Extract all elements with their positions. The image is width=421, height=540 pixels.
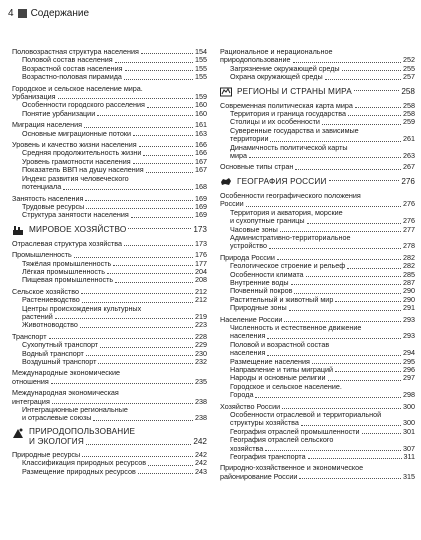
toc-group — [12, 288, 207, 330]
entry-title: Лёгкая промышленность — [22, 266, 106, 276]
dot-leader — [307, 223, 402, 224]
dot-leader — [143, 155, 193, 156]
page-ref: 155 — [195, 55, 207, 65]
toc-entry[interactable] — [12, 211, 207, 219]
page-ref: 242 — [195, 458, 207, 468]
entry-title: Интеграционные региональные — [22, 405, 128, 415]
entry-title: потенциала — [22, 182, 62, 192]
dot-leader — [289, 310, 401, 311]
dot-leader — [291, 284, 401, 285]
dot-leader — [265, 450, 401, 451]
entry-title: территории — [230, 134, 269, 144]
nature-icon — [12, 427, 24, 439]
entry-title: Международная экономическая — [12, 388, 119, 398]
entry-title: хозяйства — [230, 443, 264, 453]
entry-title: Половой и возрастной состав — [230, 339, 330, 349]
entry-title: Внутренние воды — [230, 277, 289, 287]
dot-leader — [58, 98, 194, 99]
entry-title: Рациональное и нерациональное — [220, 47, 333, 56]
entry-title: Растениеводство — [22, 295, 80, 305]
page-ref: 223 — [195, 320, 207, 330]
dot-leader — [86, 355, 193, 356]
globe-icon — [220, 86, 232, 98]
entry-title: Структура занятости населения — [22, 210, 129, 220]
entry-title: Столицы и их особенности — [230, 117, 320, 127]
entry-title: География отраслей промышленности — [230, 426, 360, 436]
dot-leader — [81, 293, 193, 294]
dot-leader — [249, 157, 401, 158]
entry-title: Территория и граница государства — [230, 109, 347, 119]
toc-entry[interactable] — [12, 414, 207, 422]
toc-entry[interactable] — [220, 473, 415, 481]
dot-leader — [115, 282, 193, 283]
entry-title: Понятие урбанизации — [22, 108, 96, 118]
toc-entry[interactable] — [220, 242, 415, 250]
toc-entry[interactable] — [220, 73, 415, 81]
entry-title: Почвенный покров — [230, 286, 293, 296]
toc-entry[interactable] — [12, 378, 207, 386]
section-title: РЕГИОНЫ И СТРАНЫ МИРА — [237, 86, 352, 96]
page-ref: 297 — [403, 373, 415, 383]
entry-title: Городское и сельское население. — [230, 381, 342, 391]
dot-leader — [124, 79, 193, 80]
toc-entry[interactable] — [220, 453, 415, 461]
entry-title: Средняя продолжительность жизни — [22, 148, 142, 158]
section-title-line — [29, 427, 207, 437]
dot-leader — [133, 163, 193, 164]
dot-leader — [146, 172, 193, 173]
toc-right-column — [220, 48, 415, 484]
page-ref: 278 — [403, 241, 415, 251]
entry-title: Хозяйство России — [220, 401, 281, 411]
page-ref: 212 — [195, 295, 207, 305]
entry-title: Города — [230, 390, 254, 400]
toc-group — [220, 192, 415, 251]
entry-title: Природные ресурсы — [12, 449, 81, 459]
page-ref: 259 — [403, 117, 415, 127]
entry-title: Международные экономические — [12, 368, 121, 378]
dot-leader — [80, 327, 193, 328]
page-number: 4 — [8, 7, 14, 19]
entry-title: Население России — [220, 314, 283, 324]
entry-title: Территория и акватория, морские — [230, 207, 343, 217]
toc-group — [12, 251, 207, 285]
page-ref: 298 — [403, 390, 415, 400]
page-title: Содержание — [30, 7, 90, 19]
entry-title: Уровень грамотности населения — [22, 156, 131, 166]
entry-title: Пищевая промышленность — [22, 275, 114, 285]
page-ref: 287 — [403, 277, 415, 287]
dot-leader — [329, 180, 400, 181]
page-ref: 290 — [403, 294, 415, 304]
page-ref: 173 — [195, 238, 207, 248]
entry-title: мира — [230, 151, 247, 161]
entry-title: Половой состав населения — [22, 55, 113, 65]
page-ref: 230 — [195, 348, 207, 358]
page-ref: 282 — [403, 252, 415, 262]
entry-title: Классификация природных ресурсов — [22, 458, 147, 468]
toc-entry[interactable] — [220, 192, 415, 200]
dot-leader — [128, 228, 191, 229]
entry-title: и сухопутные границы — [230, 216, 305, 226]
toc-entry[interactable] — [220, 304, 415, 312]
entry-title: Растительный и животный мир — [230, 294, 334, 304]
page-ref: 290 — [403, 286, 415, 296]
section-title-line — [29, 437, 207, 447]
toc-entry[interactable] — [12, 130, 207, 138]
dot-leader — [125, 70, 193, 71]
toc-left-column — [12, 48, 207, 479]
toc-entry[interactable] — [12, 240, 207, 248]
entry-title: Транспорт — [12, 331, 47, 341]
page-ref: 242 — [195, 449, 207, 459]
dot-leader — [113, 265, 193, 266]
page-ref: 238 — [195, 396, 207, 406]
entry-title: Водный транспорт — [22, 348, 84, 358]
dot-leader — [139, 146, 193, 147]
dot-leader — [277, 259, 401, 260]
dot-leader — [55, 318, 193, 319]
toc-entry[interactable] — [220, 152, 415, 160]
toc-group — [12, 333, 207, 367]
section-heading[interactable] — [220, 176, 415, 188]
page-ref: 173 — [193, 224, 207, 234]
page-ref: 282 — [403, 261, 415, 271]
toc-group — [220, 403, 415, 462]
section-heading[interactable] — [12, 224, 207, 236]
dot-leader — [282, 408, 401, 409]
dot-leader — [301, 425, 401, 426]
page-ref: 263 — [403, 151, 415, 161]
toc-entry[interactable] — [12, 276, 207, 284]
section-title: ПРИРОДОПОЛЬЗОВАНИЕ — [29, 426, 136, 436]
page-ref: 159 — [195, 92, 207, 102]
page-ref: 301 — [403, 426, 415, 436]
page-ref: 276 — [403, 216, 415, 226]
page-ref: 235 — [195, 376, 207, 386]
page-ref: 155 — [195, 72, 207, 82]
dot-leader — [348, 115, 401, 116]
page-ref: 242 — [193, 436, 207, 446]
entry-title: Отраслевая структура хозяйства — [12, 238, 123, 248]
page-ref: 160 — [195, 100, 207, 110]
entry-title: и отраслевые союзы — [22, 413, 92, 423]
page-ref: 258 — [403, 100, 415, 110]
toc-entry[interactable] — [220, 391, 415, 399]
page-ref: 208 — [195, 275, 207, 285]
entry-title: Особенности отраслевой и территориальной — [230, 410, 382, 420]
entry-title: Природно-хозяйственное и экономическое — [220, 463, 364, 473]
page-ref: 204 — [195, 266, 207, 276]
toc-group — [12, 451, 207, 476]
entry-title: Возрастно-половая пирамида — [22, 72, 122, 82]
page-ref: 315 — [403, 471, 415, 481]
dot-leader — [354, 90, 399, 91]
entry-title: Половозрастная структура населения — [12, 47, 139, 56]
entry-title: Показатель ВВП на душу населения — [22, 165, 144, 175]
dot-leader — [328, 380, 401, 381]
page-ref: 295 — [403, 356, 415, 366]
entry-title: интеграция — [12, 396, 50, 406]
dot-leader — [147, 107, 193, 108]
square-marker-icon — [18, 9, 27, 18]
entry-title: Загрязнение окружающей среды — [230, 63, 340, 73]
page-ref: 276 — [401, 176, 415, 186]
dot-leader — [148, 465, 193, 466]
toc-group — [12, 141, 207, 191]
industry-icon — [12, 224, 24, 236]
toc-group — [12, 195, 207, 220]
entry-title: Урбанизация — [12, 92, 56, 102]
entry-title: Природные зоны — [230, 303, 287, 313]
dot-leader — [86, 444, 191, 445]
dot-leader — [124, 245, 193, 246]
dot-leader — [347, 268, 401, 269]
dot-leader — [93, 420, 193, 421]
dot-leader — [138, 473, 193, 474]
toc-group — [12, 48, 207, 82]
toc-entry[interactable] — [12, 73, 207, 81]
entry-title: Основные типы стран — [220, 162, 294, 172]
dot-leader — [267, 355, 401, 356]
toc-group — [12, 369, 207, 386]
entry-title: отношения — [12, 376, 49, 386]
page-ref: 291 — [403, 303, 415, 313]
dot-leader — [335, 301, 401, 302]
page-ref: 169 — [195, 210, 207, 220]
entry-title: Природа России — [220, 252, 275, 262]
page-ref: 229 — [195, 340, 207, 350]
dot-leader — [85, 200, 193, 201]
dot-leader — [131, 217, 193, 218]
toc-group — [220, 464, 415, 481]
page-ref: 169 — [195, 201, 207, 211]
dot-leader — [255, 397, 401, 398]
entry-title: природопользование — [220, 55, 291, 65]
entry-title: Размещение населения — [230, 356, 310, 366]
entry-title: Сельское хозяйство — [12, 286, 79, 296]
page-ref: 243 — [195, 466, 207, 476]
dot-leader — [293, 62, 401, 63]
section-heading[interactable] — [220, 86, 415, 98]
page-ref: 300 — [403, 418, 415, 428]
dot-leader — [97, 115, 193, 116]
dot-leader — [335, 371, 401, 372]
page-ref: 276 — [403, 199, 415, 209]
dot-leader — [86, 208, 193, 209]
page-ref: 294 — [403, 348, 415, 358]
toc-group — [220, 254, 415, 313]
dot-leader — [325, 79, 401, 80]
dot-leader — [82, 302, 193, 303]
entry-title: Численность и естественное движение — [230, 322, 362, 332]
page-header — [8, 6, 89, 20]
entry-title: Особенности географического положения — [220, 190, 361, 200]
dot-leader — [342, 70, 401, 71]
entry-title: Индекс развития человеческого — [22, 173, 129, 183]
dot-leader — [115, 62, 193, 63]
page-ref: 296 — [403, 365, 415, 374]
page-ref: 166 — [195, 140, 207, 150]
page-ref: 167 — [195, 156, 207, 166]
page-ref: 166 — [195, 148, 207, 158]
entry-title: Размещение природных ресурсов — [22, 466, 136, 476]
entry-title: Промышленность — [12, 250, 72, 260]
toc-group — [220, 316, 415, 400]
entry-title: Занятость населения — [12, 193, 84, 203]
entry-title: Современная политическая карта мира — [220, 100, 353, 110]
dot-leader — [294, 293, 401, 294]
dot-leader — [82, 456, 193, 457]
dot-leader — [52, 403, 193, 404]
page-ref: 177 — [195, 258, 207, 268]
page-ref: 161 — [195, 120, 207, 130]
dot-leader — [51, 383, 193, 384]
dot-leader — [306, 276, 401, 277]
entry-title: России — [220, 199, 244, 209]
section-title: ГЕОГРАФИЯ РОССИИ — [237, 176, 327, 186]
dot-leader — [295, 169, 401, 170]
dot-leader — [355, 107, 401, 108]
dot-leader — [74, 257, 193, 258]
toc-entry[interactable] — [12, 321, 207, 329]
page-ref: 219 — [195, 311, 207, 321]
page-ref: 163 — [195, 128, 207, 138]
page-ref: 285 — [403, 269, 415, 279]
page-ref: 261 — [403, 134, 415, 144]
section-title-block — [29, 427, 207, 447]
dot-leader — [246, 206, 401, 207]
dot-leader — [100, 347, 193, 348]
entry-title: Народы и основные религии — [230, 373, 326, 383]
toc-group — [12, 121, 207, 138]
entry-title: Часовые зоны — [230, 224, 278, 234]
entry-title: Динамичность политической карты — [230, 142, 348, 152]
entry-title: населения — [230, 331, 266, 341]
page-ref: 257 — [403, 72, 415, 82]
section-heading[interactable] — [12, 427, 207, 447]
entry-title: населения — [230, 348, 266, 358]
entry-title: Животноводство — [22, 320, 78, 330]
page-ref: 167 — [195, 165, 207, 175]
entry-title: районирование России — [220, 471, 298, 481]
page-ref: 258 — [401, 86, 415, 96]
section-title: МИРОВОЕ ХОЗЯЙСТВО — [29, 224, 127, 234]
page-ref: 255 — [403, 63, 415, 73]
entry-title: Воздушный транспорт — [22, 357, 97, 366]
dot-leader — [362, 433, 401, 434]
toc-group — [12, 85, 207, 119]
entry-title: Сухопутный транспорт — [22, 340, 99, 350]
dot-leader — [322, 124, 401, 125]
entry-title: Направление и типы миграций — [230, 365, 333, 374]
page-ref: 267 — [403, 162, 415, 172]
page-ref: 258 — [403, 109, 415, 119]
entry-title: Основные миграционные потоки — [22, 128, 131, 138]
toc-entry[interactable] — [220, 163, 415, 171]
dot-leader — [49, 338, 193, 339]
page-ref: 252 — [403, 55, 415, 65]
page-ref: 293 — [403, 314, 415, 324]
page-ref: 168 — [195, 182, 207, 192]
entry-title: устройство — [230, 241, 268, 251]
toc-group — [12, 389, 207, 423]
entry-title: Охрана окружающей среды — [230, 72, 323, 82]
entry-title: География отраслей сельского — [230, 435, 334, 445]
entry-title: Особенности городского расселения — [22, 100, 145, 110]
dot-leader — [141, 53, 193, 54]
entry-title: Суверенные государства и зависимые — [230, 125, 359, 135]
page-ref: 307 — [403, 443, 415, 453]
entry-title: Городское и сельское население мира. — [12, 83, 143, 93]
entry-title: Административно-территориальное — [230, 232, 351, 242]
toc-group — [12, 240, 207, 248]
page-ref: 311 — [403, 452, 415, 462]
entry-title: Возрастной состав населения — [22, 63, 123, 73]
dot-leader — [284, 321, 401, 322]
dot-leader — [107, 273, 193, 274]
page-ref: 228 — [195, 331, 207, 341]
page-ref: 154 — [195, 47, 207, 56]
dot-leader — [280, 231, 401, 232]
page-ref: 176 — [195, 250, 207, 260]
page-ref: 277 — [403, 224, 415, 234]
page-ref: 212 — [195, 286, 207, 296]
entry-title: Уровень и качество жизни населения — [12, 140, 137, 150]
dot-leader — [312, 363, 401, 364]
entry-title: Трудовые ресурсы — [22, 201, 85, 211]
page-ref: 232 — [195, 357, 207, 366]
dot-leader — [63, 189, 193, 190]
entry-title: Миграция населения — [12, 120, 83, 130]
page-ref: 169 — [195, 193, 207, 203]
toc-entry[interactable] — [12, 183, 207, 191]
toc-group — [220, 163, 415, 171]
entry-title: Центры происхождения культурных — [22, 303, 142, 313]
page-ref: 160 — [195, 108, 207, 118]
russia-map-icon — [220, 176, 232, 188]
toc-group — [220, 102, 415, 161]
toc-entry[interactable] — [12, 110, 207, 118]
toc-entry[interactable] — [12, 468, 207, 476]
entry-title: структуры хозяйства — [230, 418, 299, 428]
page-ref: 293 — [403, 331, 415, 341]
dot-leader — [133, 135, 193, 136]
entry-title: растений — [22, 311, 53, 321]
toc-entry[interactable] — [12, 358, 207, 366]
dot-leader — [98, 363, 193, 364]
dot-leader — [308, 458, 402, 459]
toc-group — [220, 48, 415, 82]
section-title: И ЭКОЛОГИЯ — [29, 436, 84, 446]
page-ref: 238 — [195, 413, 207, 423]
dot-leader — [267, 338, 401, 339]
dot-leader — [299, 478, 401, 479]
entry-title: География транспорта — [230, 452, 306, 462]
dot-leader — [84, 127, 193, 128]
page-ref: 300 — [403, 401, 415, 411]
entry-title: Геологическое строение и рельеф — [230, 261, 346, 271]
dot-leader — [269, 248, 401, 249]
page-ref: 155 — [195, 63, 207, 73]
dot-leader — [270, 141, 401, 142]
entry-title: Особенности климата — [230, 269, 304, 279]
toc-entry[interactable] — [220, 144, 415, 152]
entry-title: Тяжёлая промышленность — [22, 258, 112, 268]
